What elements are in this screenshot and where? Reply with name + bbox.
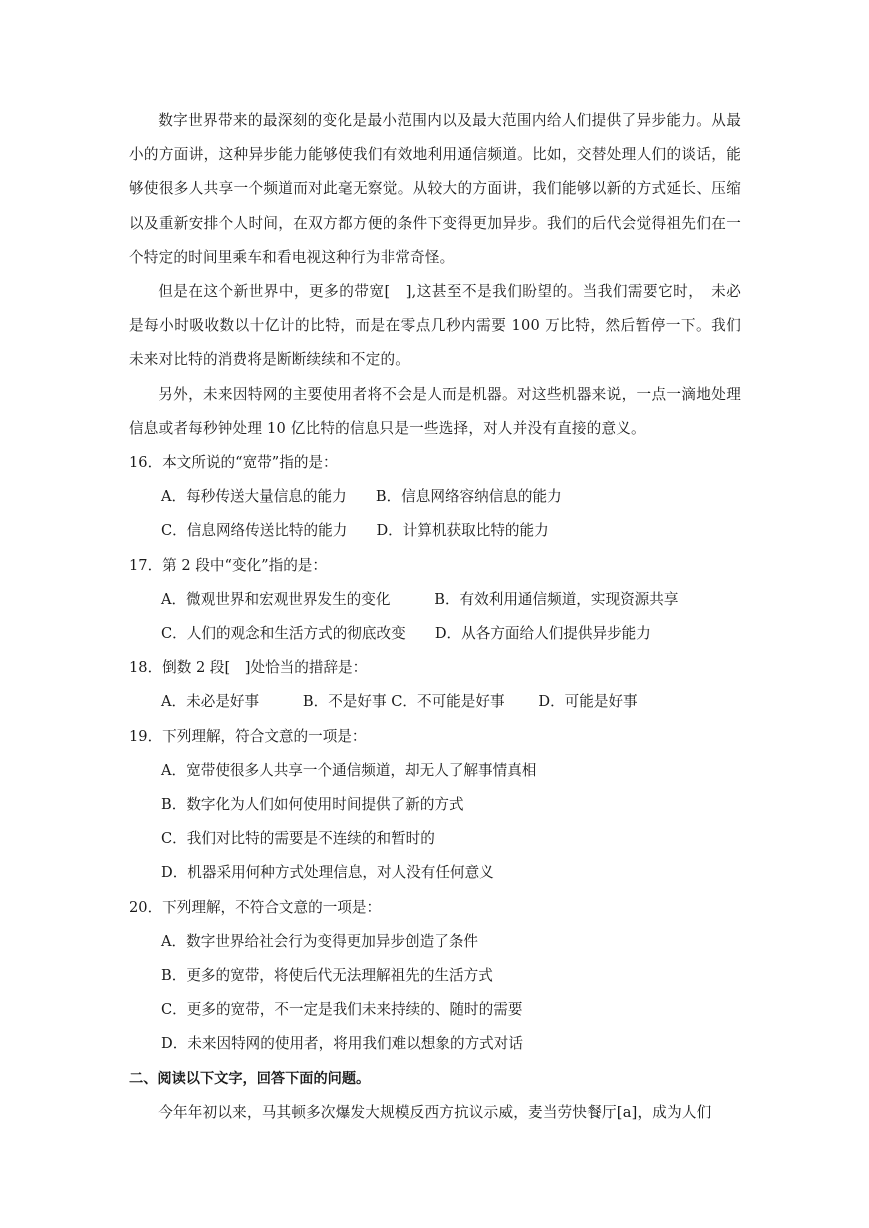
option-line: A．每秒传送大量信息的能力 B．信息网络容纳信息的能力 bbox=[161, 488, 562, 506]
option-line: A．微观世界和宏观世界发生的变化 B．有效利用通信频道，实现资源共享 bbox=[161, 590, 679, 608]
section-paragraph: 今年年初以来，马其顿多次爆发大规模反西方抗议示威，麦当劳快餐厅[a]，成为人们 bbox=[158, 1103, 712, 1121]
question-16 bbox=[129, 446, 741, 549]
option-line: C．信息网络传送比特的能力 D．计算机获取比特的能力 bbox=[161, 522, 549, 540]
document-page bbox=[129, 104, 741, 1130]
question-17 bbox=[129, 549, 741, 652]
question-19 bbox=[129, 720, 741, 891]
option-line: A．宽带使很多人共享一个通信频道，却无人了解事情真相 bbox=[161, 761, 537, 779]
option-line: C．更多的宽带，不一定是我们未来持续的、随时的需要 bbox=[161, 1001, 523, 1019]
question-stem: 20．下列理解，不符合文意的一项是： bbox=[129, 898, 382, 916]
option-line: C．人们的观念和生活方式的彻底改变 D．从各方面给人们提供异步能力 bbox=[161, 625, 651, 643]
question-stem: 18．倒数 2 段[ ]处恰当的措辞是： bbox=[129, 659, 368, 677]
option-line: D．未来因特网的使用者，将用我们难以想象的方式对话 bbox=[161, 1035, 523, 1053]
question-stem: 19．下列理解，符合文意的一项是： bbox=[129, 727, 367, 745]
section-first-line-wrap bbox=[129, 1096, 741, 1130]
option-line: B．更多的宽带，将使后代无法理解祖先的生活方式 bbox=[161, 967, 493, 985]
passage-paragraph-2: 但是在这个新世界中，更多的带宽[ ],这甚至不是我们盼望的。当我们需要它时， 未必是每小时吸收数以十亿计的比特，而是在零点几秒内需要 100 万比特，然后暂停一下。我们未来对比特的消费将是断断续续和不定的。 bbox=[129, 283, 741, 369]
option-line: C．我们对比特的需要是不连续的和暂时的 bbox=[161, 830, 435, 848]
option-line: A．数字世界给社会行为变得更加异步创造了条件 bbox=[161, 932, 479, 950]
passage-paragraph-3: 另外，未来因特网的主要使用者将不会是人而是机器。对这些机器来说，一点一滴地处理信息或者每秒钟处理 10 亿比特的信息只是一些选择，对人并没有直接的意义。 bbox=[129, 385, 741, 437]
option-line: B．数字化为人们如何使用时间提供了新的方式 bbox=[161, 796, 464, 814]
option-line: D．机器采用何种方式处理信息，对人没有任何意义 bbox=[161, 864, 494, 882]
passage-paragraph-1: 数字世界带来的最深刻的变化是最小范围内以及最大范围内给人们提供了异步能力。从最小的方面讲，这种异步能力能够使我们有效地利用通信频道。比如，交替处理人们的谈话，能够使很多人共享一个频道而对此毫无察觉。从较大的方面讲，我们能够以新的方式延长、压缩以及重新安排个人时间，在双方都方便的条件下变得更加异步。我们的后代会觉得祖先们在一个特定的时间里乘车和看电视这种行为非常奇怪。 bbox=[129, 112, 741, 266]
option-line: A．未必是好事 B．不是好事 C．不可能是好事 D．可能是好事 bbox=[161, 693, 638, 711]
question-stem: 17．第 2 段中“变化”指的是： bbox=[129, 556, 327, 574]
question-20 bbox=[129, 891, 741, 1062]
section-heading: 二、阅读以下文字，回答下面的问题。 bbox=[129, 1070, 371, 1087]
question-18 bbox=[129, 651, 741, 719]
question-stem: 16．本文所说的“宽带”指的是： bbox=[129, 454, 338, 472]
